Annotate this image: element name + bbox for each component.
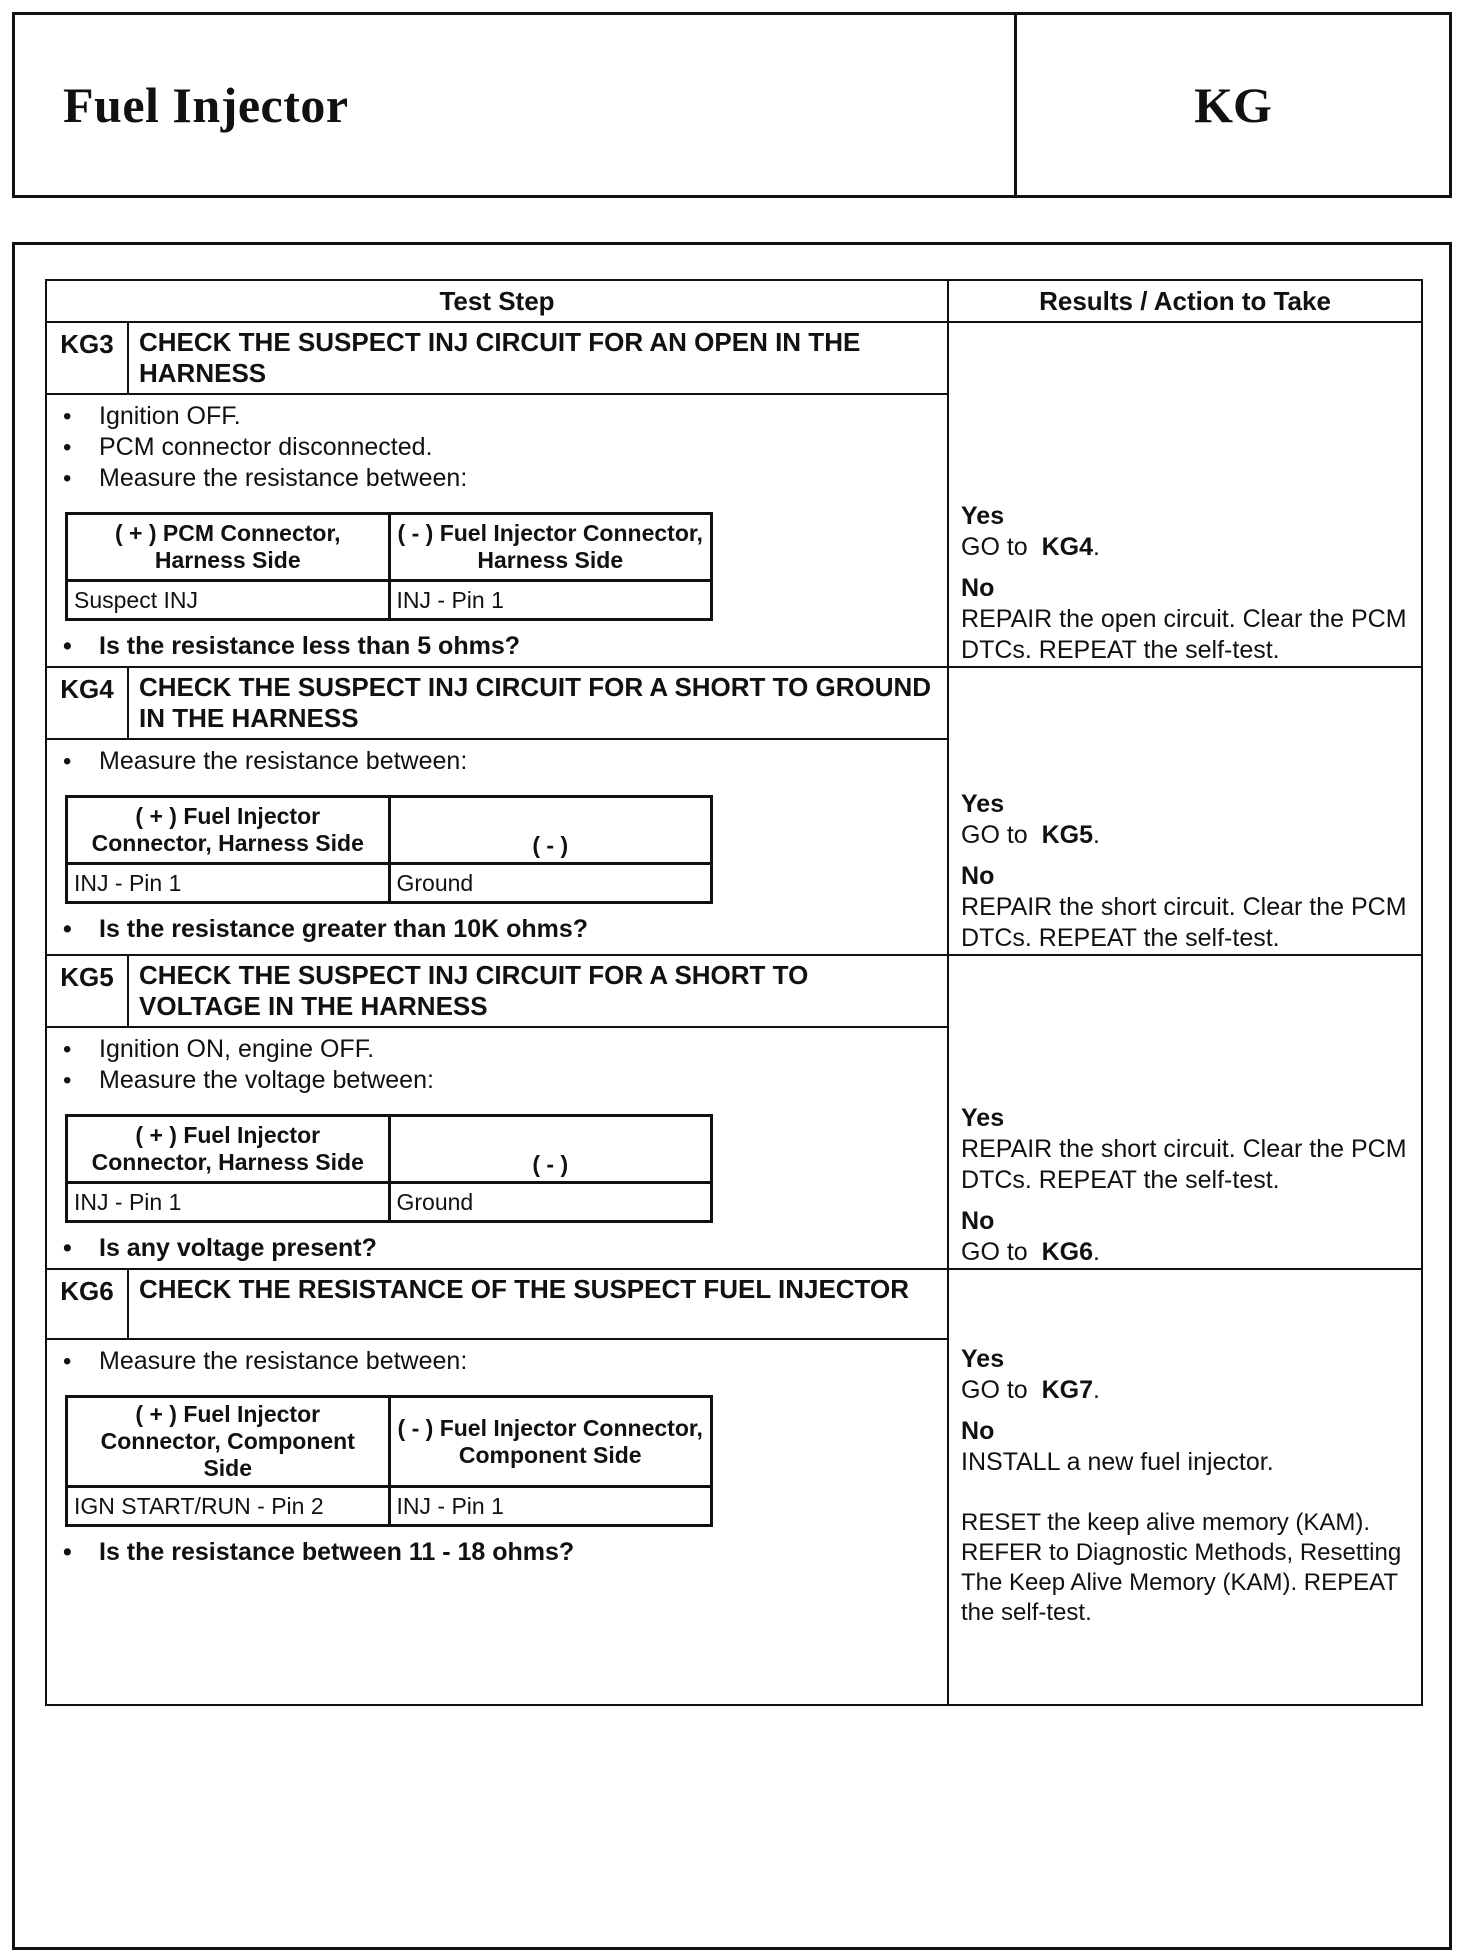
measurement-value-negative: INJ - Pin 1 bbox=[389, 1487, 712, 1526]
step-id: KG6 bbox=[46, 1269, 128, 1339]
step-title: CHECK THE SUSPECT INJ CIRCUIT FOR A SHORT TO GROUND IN THE HARNESS bbox=[128, 667, 948, 739]
measurement-header-positive: ( + ) PCM Connector, Harness Side bbox=[67, 514, 390, 581]
diagnostic-table bbox=[45, 279, 1423, 1706]
content-frame bbox=[12, 242, 1452, 1950]
step-body bbox=[46, 394, 948, 667]
no-action: REPAIR the short circuit. Clear the PCM DTCs. REPEAT the self-test. bbox=[961, 893, 1407, 952]
measurement-header-negative: ( - ) Fuel Injector Connector, Component Side bbox=[389, 1397, 712, 1487]
step-id: KG5 bbox=[46, 955, 128, 1027]
page-title: Fuel Injector bbox=[63, 77, 349, 133]
measurement-value-positive: INJ - Pin 1 bbox=[67, 864, 390, 903]
measurement-value-negative: Ground bbox=[389, 1183, 712, 1222]
measurement-table bbox=[65, 1395, 713, 1527]
yes-action: REPAIR the short circuit. Clear the PCM DTCs. REPEAT the self-test. bbox=[961, 1135, 1407, 1194]
measurement-value-positive: Suspect INJ bbox=[67, 581, 390, 620]
measurement-value-negative: Ground bbox=[389, 864, 712, 903]
no-action: REPAIR the open circuit. Clear the PCM DTCs. REPEAT the self-test. bbox=[961, 605, 1407, 664]
no-label: No bbox=[961, 862, 995, 890]
measurement-header-negative: ( - ) Fuel Injector Connector, Harness Side bbox=[389, 514, 712, 581]
step-id: KG4 bbox=[46, 667, 128, 739]
instruction-item: • PCM connector disconnected. bbox=[59, 432, 937, 463]
section-code: KG bbox=[1014, 15, 1449, 195]
kam-reset-note: RESET the keep alive memory (KAM). REFER to Diagnostic Methods, Resetting The Keep Alive Memory (KAM). REPEAT the self-test. bbox=[961, 1509, 1402, 1626]
no-label: No bbox=[961, 574, 995, 602]
step-title: CHECK THE SUSPECT INJ CIRCUIT FOR AN OPEN IN THE HARNESS bbox=[128, 322, 948, 394]
step-question: • Is the resistance between 11 - 18 ohms? bbox=[59, 1537, 937, 1568]
step-title: CHECK THE RESISTANCE OF THE SUSPECT FUEL INJECTOR bbox=[128, 1269, 948, 1339]
yes-label: Yes bbox=[961, 1345, 1005, 1373]
step-result bbox=[948, 322, 1422, 667]
instruction-list bbox=[59, 401, 937, 494]
measurement-header-positive: ( + ) Fuel Injector Connector, Component Side bbox=[67, 1397, 390, 1487]
instruction-item: • Ignition ON, engine OFF. bbox=[59, 1034, 937, 1065]
yes-action: GO to KG5. bbox=[961, 821, 1100, 849]
no-label: No bbox=[961, 1417, 995, 1445]
instruction-item: • Measure the resistance between: bbox=[59, 746, 937, 777]
measurement-table bbox=[65, 512, 713, 621]
yes-label: Yes bbox=[961, 502, 1005, 530]
no-action: GO to KG6. bbox=[961, 1238, 1100, 1266]
col-header-results: Results / Action to Take bbox=[948, 280, 1422, 322]
measurement-value-positive: IGN START/RUN - Pin 2 bbox=[67, 1487, 390, 1526]
instruction-item: • Measure the voltage between: bbox=[59, 1065, 937, 1096]
step-question: • Is any voltage present? bbox=[59, 1233, 937, 1264]
measurement-table bbox=[65, 795, 713, 904]
yes-action: GO to KG4. bbox=[961, 533, 1100, 561]
instruction-item: • Measure the resistance between: bbox=[59, 1346, 937, 1377]
yes-label: Yes bbox=[961, 1104, 1005, 1132]
yes-action: GO to KG7. bbox=[961, 1376, 1100, 1404]
measurement-header-positive: ( + ) Fuel Injector Connector, Harness Side bbox=[67, 1116, 390, 1183]
col-header-test-step: Test Step bbox=[46, 280, 948, 322]
no-label: No bbox=[961, 1207, 995, 1235]
step-question: • Is the resistance less than 5 ohms? bbox=[59, 631, 937, 662]
no-action: INSTALL a new fuel injector. bbox=[961, 1448, 1274, 1476]
instruction-list bbox=[59, 1034, 937, 1096]
measurement-value-positive: INJ - Pin 1 bbox=[67, 1183, 390, 1222]
instruction-item: • Measure the resistance between: bbox=[59, 463, 937, 494]
measurement-table bbox=[65, 1114, 713, 1223]
measurement-header-positive: ( + ) Fuel Injector Connector, Harness Side bbox=[67, 797, 390, 864]
instruction-item: • Ignition OFF. bbox=[59, 401, 937, 432]
measurement-header-negative: ( - ) bbox=[389, 1116, 712, 1183]
step-id: KG3 bbox=[46, 322, 128, 394]
step-body bbox=[46, 1027, 948, 1269]
instruction-list bbox=[59, 1346, 937, 1377]
measurement-value-negative: INJ - Pin 1 bbox=[389, 581, 712, 620]
step-result bbox=[948, 1269, 1422, 1705]
step-result bbox=[948, 667, 1422, 955]
step-title: CHECK THE SUSPECT INJ CIRCUIT FOR A SHORT TO VOLTAGE IN THE HARNESS bbox=[128, 955, 948, 1027]
step-result bbox=[948, 955, 1422, 1269]
measurement-header-negative: ( - ) bbox=[389, 797, 712, 864]
instruction-list bbox=[59, 746, 937, 777]
step-body bbox=[46, 1339, 948, 1705]
page-header bbox=[12, 12, 1452, 198]
yes-label: Yes bbox=[961, 790, 1005, 818]
step-body bbox=[46, 739, 948, 955]
step-question: • Is the resistance greater than 10K ohms? bbox=[59, 914, 937, 945]
